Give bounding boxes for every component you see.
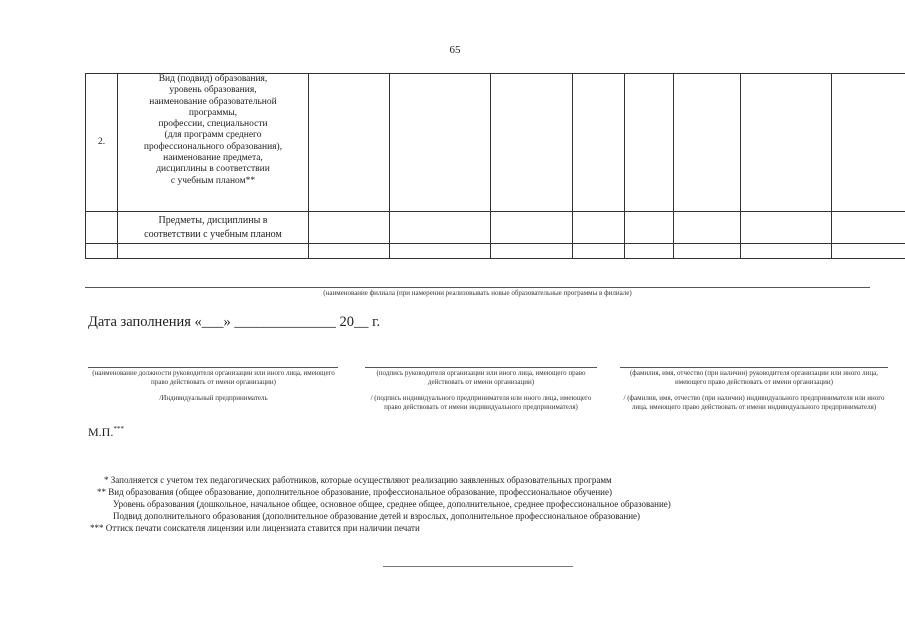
row-label [118, 212, 309, 244]
label-line: (для программ среднего [164, 130, 262, 141]
table-cell [674, 74, 741, 212]
branch-line [85, 287, 870, 288]
table-cell [832, 244, 905, 259]
footnote-2-subtypes: Подвид дополнительного образования (дополнительное образование детей и взрослых, дополнительное профессиональное образование) [113, 511, 641, 521]
bottom-separator [383, 566, 573, 567]
footnote-2: ** Вид образования (общее образование, дополнительное образование, профессиональное образование, профессиональное обучение) [97, 487, 612, 497]
footnote-2-levels: Уровень образования (дошкольное, начальное общее, основное общее, среднее общее, дополнительное, среднее профессиональное образование) [113, 499, 671, 509]
table-cell [390, 212, 491, 244]
label-line: с учебным планом** [170, 175, 256, 186]
table-cell [309, 212, 390, 244]
signature-line-2 [365, 367, 597, 368]
entrepreneur-position-caption: /Индивидуальный предприниматель [159, 394, 268, 402]
table-cell [86, 244, 118, 259]
table-cell [309, 244, 390, 259]
row-label [118, 74, 309, 212]
mp-text: М.П. [88, 425, 114, 439]
table-row [86, 244, 905, 259]
programs-table [85, 73, 905, 259]
date-filled-line: Дата заполнения «___» ______________ 20__ г. [88, 314, 381, 330]
table-cell [741, 74, 832, 212]
label-line: уровень образования, [169, 85, 257, 96]
label-line: наименование образовательной [149, 96, 277, 107]
label-line: профессии, специальности [158, 119, 268, 130]
label-line: программы, [188, 107, 238, 118]
table-cell [674, 244, 741, 259]
table-cell [832, 74, 905, 212]
footnote-1: * Заполняется с учетом тех педагогических работников, которые осуществляют реализацию заявленных образовательных программ [104, 475, 612, 485]
table-cell [741, 212, 832, 244]
label-line: дисциплины в соответствии [156, 164, 270, 175]
table-cell [86, 212, 118, 244]
signature-caption: (подпись руководителя организации или иного лица, имеющего право действовать от имени организации) [376, 369, 586, 386]
table-cell [390, 74, 491, 212]
table-row [86, 74, 905, 212]
entrepreneur-signature-caption: / (подпись индивидуального предпринимателя или иного лица, имеющего право действовать от имени индивидуального предпринимателя) [370, 394, 592, 411]
table-cell [390, 244, 491, 259]
table-cell [573, 74, 625, 212]
table-cell [573, 244, 625, 259]
table-cell [625, 74, 674, 212]
label-line: профессионального образования), [143, 141, 283, 152]
position-caption: (наименование должности руководителя организации или иного лица, имеющего право действовать от имени организации) [92, 369, 335, 386]
branch-caption: (наименование филиала (при намерении реализовывать новые образовательные программы в филиале) [323, 289, 632, 297]
table-cell [491, 244, 573, 259]
signature-line-1 [88, 367, 338, 368]
table-cell [625, 212, 674, 244]
table-cell [118, 244, 309, 259]
table-cell [832, 212, 905, 244]
footnote-3: *** Оттиск печати соискателя лицензии или лицензиата ставится при наличии печати [90, 523, 420, 533]
signature-line-3 [620, 367, 888, 368]
table-cell [573, 212, 625, 244]
label-line: наименование предмета, [163, 153, 263, 164]
table-cell [741, 244, 832, 259]
label-line: Предметы, дисциплины в [158, 215, 268, 226]
full-name-caption: (фамилия, имя, отчество (при наличии) руководителя организации или иного лица, имеющего право действовать от имени организации) [629, 369, 879, 386]
table-cell [491, 74, 573, 212]
stamp-place-label [88, 425, 124, 440]
table-cell [309, 74, 390, 212]
table-row [86, 212, 905, 244]
entrepreneur-full-name-caption: / (фамилия, имя, отчество (при наличии) индивидуального предпринимателя или иного лица, имеющего право действовать от имени индивидуального предпринимателя) [623, 394, 885, 411]
page-number: 65 [449, 44, 461, 56]
label-line: Вид (подвид) образования, [158, 74, 268, 84]
label-line: соответствии с учебным планом [144, 229, 282, 240]
table-cell [674, 212, 741, 244]
table-cell [491, 212, 573, 244]
mp-footnote-mark: *** [113, 425, 124, 433]
row-number: 2. [86, 74, 118, 212]
table-cell [625, 244, 674, 259]
